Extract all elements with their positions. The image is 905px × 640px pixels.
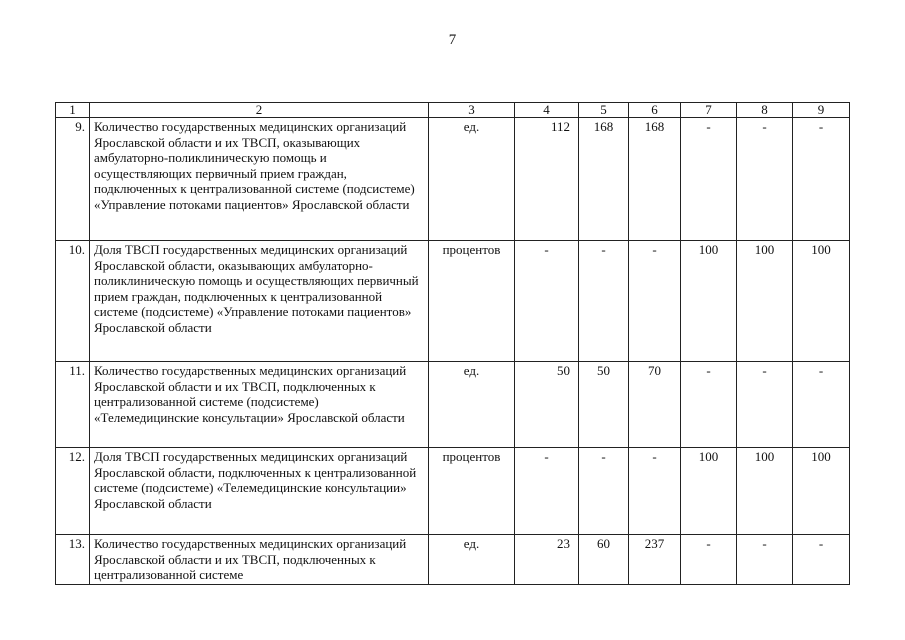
column-header: 7 bbox=[681, 103, 737, 118]
value-col4: - bbox=[515, 448, 579, 535]
value-col4: 23 bbox=[515, 535, 579, 585]
value-col7: - bbox=[681, 118, 737, 241]
value-col5: 168 bbox=[579, 118, 629, 241]
column-header: 1 bbox=[56, 103, 90, 118]
value-col7: - bbox=[681, 535, 737, 585]
column-header: 5 bbox=[579, 103, 629, 118]
table-row bbox=[56, 241, 850, 362]
value-col9: 100 bbox=[793, 241, 850, 362]
row-number: 13. bbox=[56, 535, 90, 585]
value-col5: - bbox=[579, 448, 629, 535]
row-number: 11. bbox=[56, 362, 90, 448]
value-col4: 50 bbox=[515, 362, 579, 448]
column-header: 8 bbox=[737, 103, 793, 118]
value-col8: - bbox=[737, 118, 793, 241]
indicator-name: Доля ТВСП государственных медицинских организаций Ярославской области, оказывающих амбулаторно-поликлиническую помощь и осуществляющих первичный прием граждан, подключенных к централизованной системе (подсистеме) «Управление потоками пациентов» Ярославской области bbox=[90, 241, 429, 362]
value-col6: 237 bbox=[629, 535, 681, 585]
value-col8: - bbox=[737, 535, 793, 585]
table-row bbox=[56, 535, 850, 585]
column-header: 4 bbox=[515, 103, 579, 118]
unit: ед. bbox=[429, 362, 515, 448]
value-col4: - bbox=[515, 241, 579, 362]
value-col8: 100 bbox=[737, 448, 793, 535]
value-col6: 70 bbox=[629, 362, 681, 448]
value-col6: - bbox=[629, 241, 681, 362]
value-col9: - bbox=[793, 118, 850, 241]
value-col6: - bbox=[629, 448, 681, 535]
unit: ед. bbox=[429, 118, 515, 241]
column-header: 2 bbox=[90, 103, 429, 118]
unit: процентов bbox=[429, 241, 515, 362]
row-number: 12. bbox=[56, 448, 90, 535]
row-number: 10. bbox=[56, 241, 90, 362]
value-col4: 112 bbox=[515, 118, 579, 241]
indicator-name: Количество государственных медицинских организаций Ярославской области и их ТВСП, оказывающих амбулаторно-поликлиническую помощь и осуществляющих первичный прием граждан, подключенных к централизованной системе (подсистеме) «Управление потоками пациентов» Ярославской области bbox=[90, 118, 429, 241]
value-col8: 100 bbox=[737, 241, 793, 362]
indicators-table bbox=[55, 102, 850, 585]
indicator-name: Количество государственных медицинских организаций Ярославской области и их ТВСП, подключенных к централизованной системе (подсистеме) «Телемедицинские консультации» Ярославской области bbox=[90, 362, 429, 448]
unit: ед. bbox=[429, 535, 515, 585]
value-col6: 168 bbox=[629, 118, 681, 241]
indicator-name: Доля ТВСП государственных медицинских организаций Ярославской области, подключенных к централизованной системе (подсистеме) «Телемедицинские консультации» Ярославской области bbox=[90, 448, 429, 535]
column-header: 3 bbox=[429, 103, 515, 118]
value-col8: - bbox=[737, 362, 793, 448]
column-header: 9 bbox=[793, 103, 850, 118]
row-number: 9. bbox=[56, 118, 90, 241]
value-col5: 60 bbox=[579, 535, 629, 585]
column-number-row bbox=[56, 103, 850, 118]
unit: процентов bbox=[429, 448, 515, 535]
value-col7: 100 bbox=[681, 448, 737, 535]
value-col9: - bbox=[793, 535, 850, 585]
table-row bbox=[56, 448, 850, 535]
indicator-name: Количество государственных медицинских организаций Ярославской области и их ТВСП, подключенных к централизованной системе bbox=[90, 535, 429, 585]
page-number: 7 bbox=[448, 32, 457, 48]
value-col5: 50 bbox=[579, 362, 629, 448]
column-header: 6 bbox=[629, 103, 681, 118]
value-col5: - bbox=[579, 241, 629, 362]
value-col9: 100 bbox=[793, 448, 850, 535]
table-row bbox=[56, 118, 850, 241]
value-col7: - bbox=[681, 362, 737, 448]
table-row bbox=[56, 362, 850, 448]
value-col9: - bbox=[793, 362, 850, 448]
value-col7: 100 bbox=[681, 241, 737, 362]
